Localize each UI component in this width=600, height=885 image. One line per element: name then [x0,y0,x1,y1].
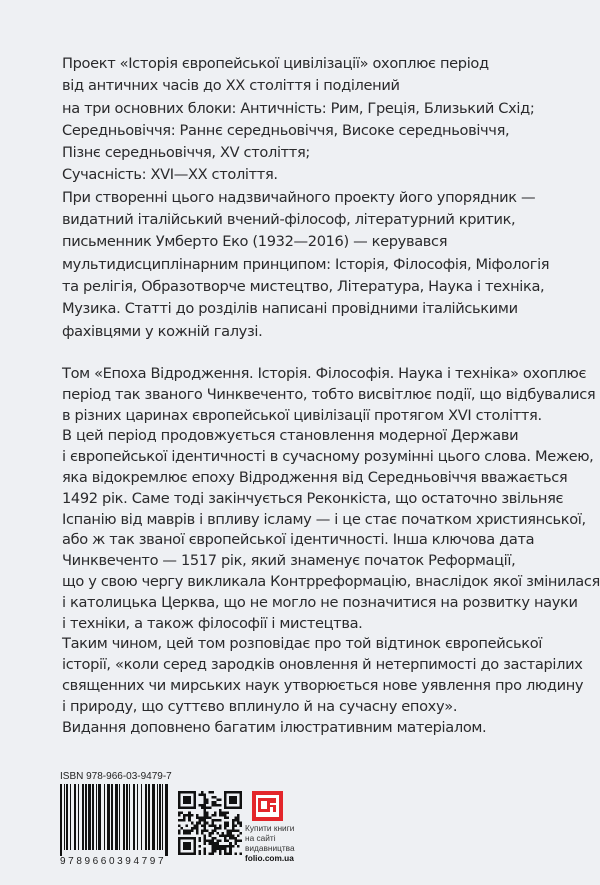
barcode-bar [159,784,161,850]
barcode-bar [115,784,118,850]
intro-paragraph [62,53,549,343]
barcode-bar [123,784,125,850]
barcode-bar [104,784,105,850]
barcode-bar [98,784,101,850]
barcode-bar [64,784,65,850]
publisher-logo [252,791,283,821]
barcode-bar [85,784,87,850]
buy-line: видавництва [245,843,295,853]
text-line: Видання доповнено багатим ілюстративним матеріалом. [62,718,487,736]
barcode [60,784,168,856]
text-line: і європейської ідентичності в сучасному розумінні цього слова. Межею, [62,448,594,466]
barcode-bar [92,784,94,850]
publisher-website-link[interactable]: folio.com.ua [245,853,294,863]
barcode-bar [165,784,168,856]
qr-code[interactable] [178,791,242,855]
barcode-bar [141,784,142,850]
text-line: фахівцями у кожній галузі. [62,322,263,340]
text-line: та релігія, Образотворче мистецтво, Література, Наука і техніка, [62,277,545,295]
text-line: видатний італійський вчений-філософ, літературний критик, [62,211,516,229]
text-line: або ж так званої європейської ідентичності. Інша ключова дата [62,531,535,549]
text-line: в різних царинах європейської цивілізації протягом XVI століття. [62,406,542,424]
barcode-bar [119,784,120,850]
text-line: Пізнє середньовіччя, XV століття; [62,144,310,162]
barcode-bar [96,784,97,850]
barcode-bar [82,784,84,850]
buy-line: на сайті [245,833,276,843]
text-line: Середньовіччя: Раннє середньовіччя, Високе середньовіччя, [62,121,510,139]
text-line: період так званого Чинквеченто, тобто висвітлює події, що відбувалися [62,385,596,403]
barcode-bar [162,784,163,850]
text-line: В цей період продовжується становлення модерної Держави [62,427,519,445]
barcode-bar [129,784,130,850]
barcode-bar [70,784,71,850]
barcode-bar [74,784,76,850]
barcode-bar [148,784,150,850]
isbn-label: ISBN 978-966-03-9479-7 [60,771,172,782]
text-line: 1492 рік. Саме тоді закінчується Реконкіста, що остаточно звільняє [62,489,564,507]
text-line: Іспанію від маврів і впливу ісламу — і це стає початком християнської, [62,510,586,528]
barcode-bar [133,784,135,850]
text-line: історії, «коли серед зародків оновлення й нетерпимості до застарілих [62,656,583,674]
text-line: Проект «Історія європейської цивілізації» охоплює період [62,55,489,72]
text-line: і техніки, а також філософії і мистецтва. [62,614,363,632]
text-line: При створенні цього надзвичайного проекту його упорядник — [62,188,536,206]
barcode-bar [88,784,91,850]
text-line: священних чи мирських наук утворюється нове уявлення про людину [62,676,584,694]
barcode-bar [145,784,147,850]
text-line: мультидисциплінарним принципом: Історія, Філософія, Міфологія [62,255,550,273]
barcode-bar [111,784,113,850]
buy-line: Купити книги [245,823,295,833]
text-line: на три основних блоки: Античність: Рим, Греція, Близький Схід; [62,99,535,117]
text-line: Таким чином, цей том розповідає про той відтинок європейської [62,635,543,653]
barcode-bar [157,784,158,850]
volume-description-paragraph [62,364,600,738]
text-line: і природу, що суттєво вплинуло й на сучасну епоху». [62,697,458,715]
text-line: Том «Епоха Відродження. Історія. Філософія. Наука і техніка» охоплює [62,365,587,382]
barcode-bar [152,784,155,850]
text-line: письменник Умберто Еко (1932—2016) — керувався [62,233,448,251]
barcode-bar [78,784,79,850]
text-line: Чинквеченто — 1517 рік, який знаменує початок Реформації, [62,552,516,570]
text-line: що у свою чергу викликала Контрреформацію, внаслідок якої змінилася [62,572,600,590]
buy-online-note [245,823,295,863]
text-line: Музика. Статті до розділів написані провідними італійськими [62,300,518,318]
barcode-bar [107,784,110,850]
barcode-bar [126,784,128,850]
text-line: яка відокремлює епоху Відродження від Середньовіччя вважається [62,468,568,486]
text-line: і католицька Церква, що не могло не позначитися на розвитку науки [62,593,578,611]
barcode-bar [66,784,68,850]
barcode-bar [137,784,138,850]
text-line: Сучасність: XVI—XX століття. [62,166,278,184]
text-line: від античних часів до XX століття і поділений [62,77,400,95]
barcode-bar [60,784,62,856]
barcode-number: 9789660394797 [60,856,167,867]
